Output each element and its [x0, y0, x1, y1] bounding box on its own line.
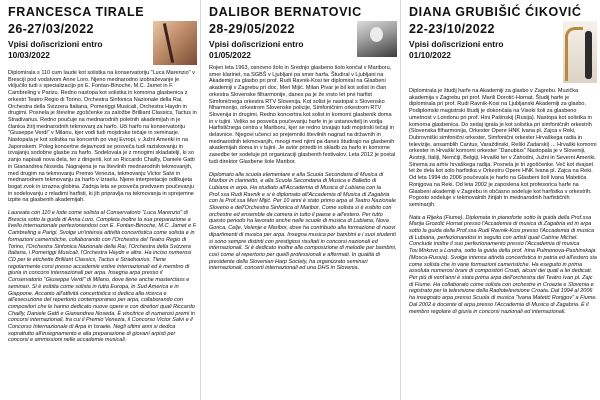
bio-slovenian: Diplomirala je študij harfe na Akademiji za glasbo v Zagrebu. Muzička akademija v Zagrebu pri prof. Marili Dorotić-Hornat. Študij harfe je diplomirala pri prof. Rudi Ravnik-Kosi na Ljubljanski Akademiji za glasbo. Podiplomski magistrski študij je dokončala na Visoki šoli za glasbeno umetnost v Londonu pri prof. Hini Pašinskij (Rusija). Nastopa kot solistka in komorna glasbenica. Do sedaj igrala je kot solistka pri simfoničnih orkestrih (Slovenska filharmonija, Orkester Opere HNK Ivana pl. Zajca v Reki, Dubrovniški simfonični orkester, Simfonični orkester Hrvaškega radia in televizije, ansamblih Cantus, Varaždinski, Reški Zadarski) ... Hrvaški komorni orkester in Hrvaški komorni orkester "Danubius" Nastopala je v Sloveniji, Avstriji, Italiji, Nemčiji, Belgiji, Hrvaški ter v Zahodni, Južni in Severni Ameriki. Sinema za arhiv hrvaškega radija. Posnela je tri zgoščenke. Več kot dvajset let že dela kot solo harfistka v Orkestru Opere HNK Ivana pl. Zajca na Reki. Od leta 1994 do 2006 poučevala je harfo na Glasbeni šoli Ivana Matetića Ronjgova na Reki. Od leta 2002 je zaposlena kot profesorica harfe na Glasbeni akademiji v Zagrebu in občasno sodeluje kot harfistka v orkestrih. Pogosto sodeluje v tekmovalnih žirijah in mednarodnih harfističnih seminarjih.	[409, 88, 597, 208]
enrollment-deadline: 01/10/2022	[409, 50, 451, 60]
teacher-name: FRANCESCA TIRALE	[8, 5, 145, 19]
teacher-column-tirale	[0, 0, 200, 400]
teacher-column-bernatovic	[200, 0, 400, 400]
teacher-header	[409, 19, 597, 83]
bio-italian: Laureata con 110 e lode come solista al Conservatorio "Luca Marenzio" di Brescia sotto la guida di Anna Loro. Completa inoltre la sua preparazione a livello internazionale perfezionandosi con E. Fontan-Binoche, M.C. Jamet e F. Cambreling a Parigi. Svolge un'intensa attività concertistica come solista e in formazioni cameristiche, collaborando con l'Orchestra del Teatro Regio di Torino, l'Orchestra Sinfonica Nazionale della Rai, l'Orchestra della Svizzera Italiana, i Pomeriggi Musicali, l'Orchestra Haydn e altre. Ha inciso numerosi CD per le etichette Brilliant Classics, Tactus e Stradivarius. Tiene regolarmente corsi presso accademie estive internazionali ed è membro di giuria in concorsi internazionali per arpa. Insegna arpa presso il Conservatorio "Giuseppe Verdi" di Milano, dove tiene anche masterclass e seminari. Si è esibita come solista in tutta Europa, in Sud America e in Giappone. Accanto all'attività concertistica si dedica alla ricerca e all'esecuzione del repertorio contemporaneo per arpa, collaborando con compositori che le hanno dedicato nuove opere e con direttori quali Riccardo Chailly, Daniele Gatti e Gianandrea Noseda. È vincitrice di numerosi premi in concorsi internazionali, tra cui il Premio Venezia, il Concorso Victor Salvi e il Concorso Internazionale di Arpa in Israele. Negli ultimi anni si dedica soprattutto all'insegnamento e alla preparazione di giovani arpisti per concorsi e ammissioni nelle accademie musicali.	[8, 210, 197, 344]
teacher-header-text	[209, 19, 353, 60]
teacher-header	[8, 19, 197, 65]
bio-italian: Nata a Rijeka (Fiume). Diplomata in pianoforte sotto la guida della Prof.ssa Marija Grozdić Hornat presso l'Accademia di musica di Zagabria ed in arpa sotto la guida della Prof.ssa Rudi Ravnik-Kosi presso l'Accademia di musica di Lubiana, perfezionandosi in seguito con artisti quali Catrine Michel. Conclude inoltre il suo perfezionamento presso l'Accademia di musica Tov.Mirkovo a Londra, sotto la guida della prof. Irina Pulmonova-Pashinskaja (Mosca-Russia). Svolge intensa attività concertistica in patria ed all'estero sia come solista che in varie formazioni cameristiche. Ha eseguito in prima assoluta numerosi brani di compositori Croati, alcuni dei quali a lei dedicati. Per più di vent'anni è stata prima arpa dell'orchestra del Teatro Ivan pl. Zajc di Fiume. Ha collaborato come solista con orchestre in Croazia e Slovenia e registrato per la televisione della Radiotelevisione Croata. Dal 1994 al 2006 ha insegnato arpa presso Scuola di musica "Ivana Matetić Ronjgov" a Fiume. Dal 2002 è docente di arpa presso l'Accademia di Musica di Zagabria. È il membro regolare di giuria in concorsi nazionali ed internazionali.	[409, 214, 597, 315]
bio-slovenian: Diplomirala s 110 cum laude kot solistka na konservatoriju "Luca Marenzio" v Bresciji pod vodstvom Anne Loro. Njeno mednarodno izobraževanje je vključilo tudi s specializacijo pri E. Fontan-Binoche, M.C. Jamet in F. Cambreling v Parizu. Redno nastopa kot solistka in komorna glasbenica z orkestri Teatro Regio di Torino, Orchestra Sinfonica Nazionale della Rai, Orchestra della Svizzera Italiana, Pomeriggi Musicali, Orchestra Haydn in drugimi. Posnela je številne zgoščenke za založbe Brilliant Classics, Tactus in Stradivarius. Redno poučuje na mednarodnih poletnih akademijah in je članica žirij mednarodnih tekmovanj za harfo. Uči harfo na konservatoriju "Giuseppe Verdi" v Milanu, kjer vodi tudi mojstrske tečaje in seminarje. Nastopala je kot solistka na koncertih po vsej Evropi, v Južni Ameriki in na Japonskem. Poleg koncertne dejavnosti se posveča tudi raziskovanju in izvajanju sodobne glasbe za harfo. Sodelovala je z mnogimi skladatelji, ki so zanjo napisali nova dela, ter z dirigenti, kot so Riccardo Chailly, Daniele Gatti in Gianandrea Noseda. Nagrajena je na številnih mednarodnih tekmovanjih, med drugim na tekmovanju Premio Venezia, tekmovanju Victor Salvi in mednarodnem tekmovanju za harfo v Izraelu. Njene interpretacije odlikujeta bogat zvok in izrazna globina. Zadnja leta se posveča predvsem poučevanju in sodelovanju z mladimi harfisti, ki jih pripravlja na tekmovanja in sprejemne izpite na glasbenih akademijah.	[8, 70, 197, 204]
course-dates: 28-29/05/2022	[209, 22, 295, 36]
teacher-header-text	[409, 19, 559, 60]
enrollment-deadline: 01/05/2022	[209, 50, 251, 60]
bio-italian: Diplomato alla scuola elementare e alla Scuola Secondaria di Musica di Maribor in clarinetto, e alla Scuola Secondaria di Musica e Balletto di Lubiana in arpa. Ha studiato all'Accademia di Musica di Lubiana con la Prof.ssa Rudi Ravnik e si è diplomato all'Accademia di Musica di Zagabria con la Prof.ssa Meri Mijić. Per 10 anni è stato primo arpa al Teatro Nazionale Sloveno e dell'Orchestra Sinfonica di Maribor. Come solista si è esibito con orchestre ed ensemble da camera in tutto il paese e all'estero. Per tutto questo periodo ha lavorato anche nelle scuole di musica di Lubiana, Nova Gorica, Celje, Velenje e Maribor, dove ha contribuito alla formazione di nuovi dipartimenti di musica per arpa. Insegna musica per bambini e i suoi studenti si sono sempre distinti con prestigiosi risultati in concorsi nazionali ed internazionali. Si è dedicato inoltre alla composizione di melodie per bambini, così come al repertorio per quelli professionali e affermati. In qualità di presidente della Slovenian Harp Society, ha organizzato seminari internazionali, concerti internazionali ed una DHS in Slovenia.	[209, 171, 397, 272]
harp-photo	[563, 21, 597, 83]
bio-slovenian: Rojen leta 1963, osnovno šolo in Srednjo glasbeno šolo končal v Mariboru, smer klarinet, na SGBŠ v Ljubljani pa smer harfa. Študiral v Ljubljani na Akademiji za glasbo pri prof. Rudi Ravnik-Kosi ter diplomiral na Glasbeni akademiji v Zagrebu pri doc. Meri Mijić. Milan Pivar je bil kot solist in član orkestra Slovenske filharmonije, danes pa je že vrsto let prvi harfist Simfoničnega orkestra RTV Slovenija. Kot solist je nastopal s Slovensko filharmonijo, orkestrom Slovenske policije, Simfoničnim orkestrom RTV Slovenija in drugimi. Redno koncertira kot solist in komorni glasbenik doma in v tujini. Veliko se posveča poučevanju harfe in je ustanovitelj in vodja Harfističnega centra v Mariboru, kjer se redno izvajajo tudi mojstrski tečaji in delavnice. Njegovi učenci so prejemniki številnih nagrad na državnih in mednarodnih tekmovanjih, mnogi med njimi pa danes študirajo na glasbenih akademijah doma in v tujini. Je avtor priredb in skladb za harfo in komorne zasedbe ter sodeluje pri organizaciji glasbenih festivalov. Leta 2012 je postal tudi direktor Glasbene šole Maribor.	[209, 65, 396, 165]
teacher-header	[209, 19, 397, 60]
enrollment-label: Vpisi do/iscrizioni entro	[8, 39, 103, 49]
teacher-column-grubisic-cikovic	[400, 0, 600, 400]
enrollment-label: Vpisi do/iscrizioni entro	[409, 39, 504, 49]
portrait-photo	[357, 21, 397, 57]
enrollment-deadline: 10/03/2022	[8, 50, 50, 60]
course-dates: 26-27/03/2022	[8, 22, 94, 36]
teacher-name: DIANA GRUBIŠIĆ ĆIKOVIĆ	[409, 5, 582, 19]
teacher-header-text	[8, 19, 149, 60]
enrollment-label: Vpisi do/iscrizioni entro	[209, 39, 304, 49]
course-dates: 22-23/10/2022	[409, 22, 495, 36]
teacher-name: DALIBOR BERNATOVIC	[209, 5, 362, 19]
harpist-photo	[153, 21, 197, 65]
